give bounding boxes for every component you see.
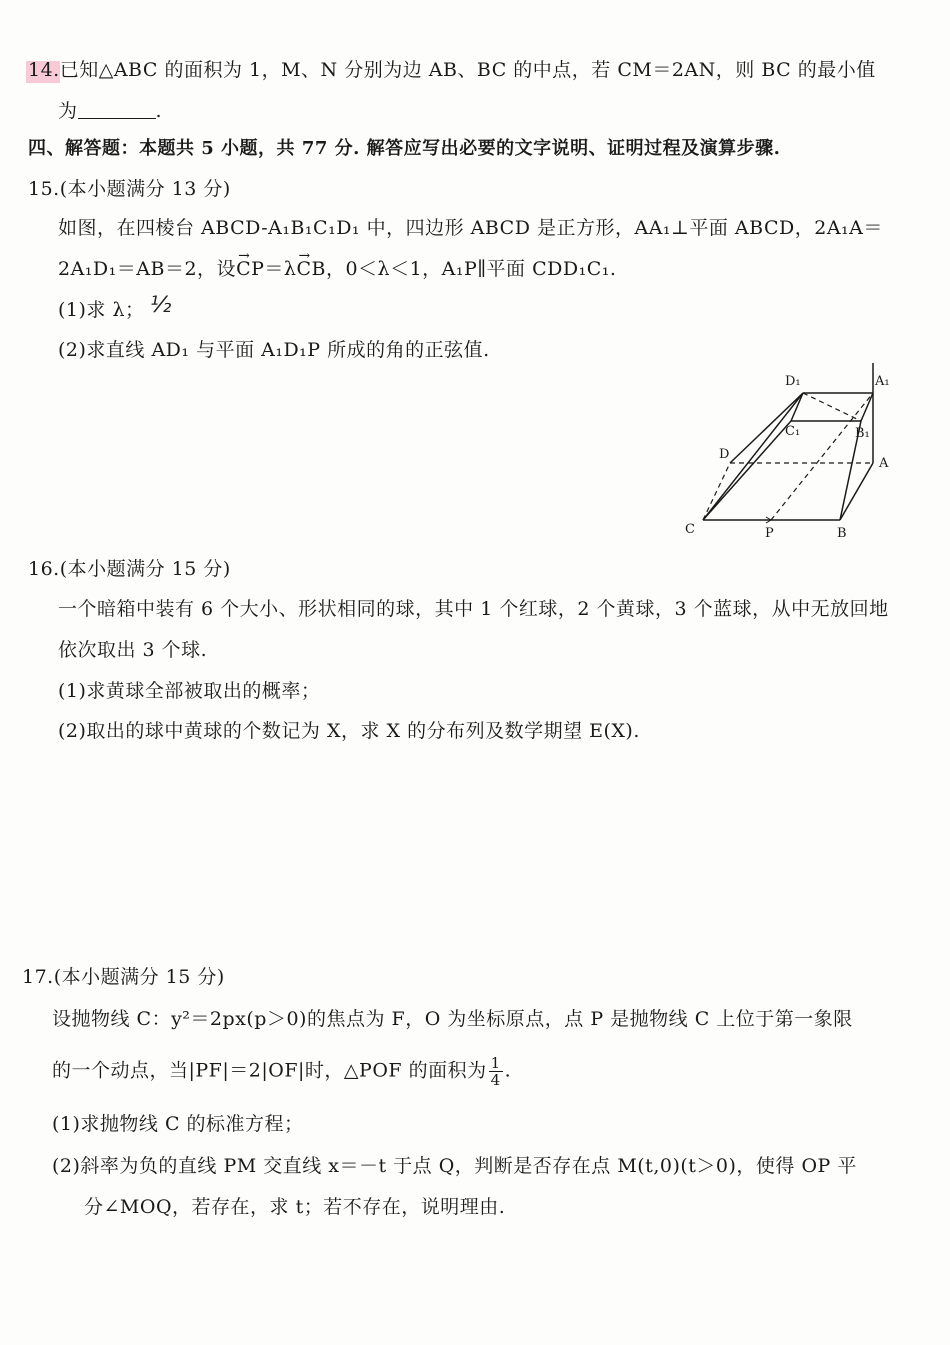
q14-text-prefix: 为 [58, 100, 78, 122]
q15-part2: (2)求直线 AD₁ 与平面 A₁D₁P 所成的角的正弦值. [58, 339, 490, 361]
q15-body2-b: ＝λ [264, 258, 297, 280]
q17-number: 17. [22, 966, 54, 988]
q17-part2-line2: 分∠MOQ，若存在，求 t；若不存在，说明理由. [84, 1196, 506, 1218]
q15-body1: 如图，在四棱台 ABCD-A₁B₁C₁D₁ 中，四边形 ABCD 是正方形，AA₁⊥平面 ABCD，2A₁A＝ [58, 217, 883, 239]
q14-text: 已知△ABC 的面积为 1，M、N 分别为边 AB、BC 的中点，若 CM＝2AN，则 BC 的最小值 [59, 59, 876, 81]
handwritten-answer: ½ [150, 293, 172, 318]
q17-body2-text: 的一个动点，当|PF|＝2|OF|时，△POF 的面积为 [52, 1059, 487, 1082]
q15-score: (本小题满分 13 分) [59, 178, 231, 200]
q17-body2-end: . [504, 1059, 512, 1082]
q17-body2 [52, 1055, 511, 1088]
fraction-denominator: 4 [490, 1071, 501, 1089]
label-d: D [719, 447, 730, 462]
q17-body1: 设抛物线 C：y²＝2px(p＞0)的焦点为 F，O 为坐标原点，点 P 是抛物线 C 上位于第一象限 [52, 1008, 853, 1030]
q16-heading [28, 556, 231, 582]
section4-header: 四、解答题：本题共 5 小题，共 77 分. 解答应写出必要的文字说明、证明过程及演算步骤. [28, 138, 781, 159]
q15-body2 [58, 256, 616, 282]
fraction-one-quarter [489, 1055, 503, 1088]
label-a: A [879, 456, 889, 471]
fraction-numerator: 1 [490, 1054, 501, 1072]
label-d1: D₁ [785, 374, 801, 389]
q16-number: 16. [28, 558, 60, 580]
q16-body1: 一个暗箱中装有 6 个大小、形状相同的球，其中 1 个红球，2 个黄球，3 个蓝球，从中无放回地 [58, 598, 889, 620]
q17-part2-line1: (2)斜率为负的直线 PM 交直线 x＝－t 于点 Q，判断是否存在点 M(t,0)(t＞0)，使得 OP 平 [52, 1155, 857, 1177]
q16-part1: (1)求黄球全部被取出的概率； [58, 680, 321, 702]
label-b: B [837, 526, 847, 541]
q15-part1: (1)求 λ； [58, 299, 145, 321]
q15-body2-a: 2A₁D₁＝AB＝2，设 [58, 258, 237, 280]
label-c1: C₁ [785, 424, 801, 439]
q17-part1: (1)求抛物线 C 的标准方程； [52, 1113, 304, 1135]
edge-a1-b1 [861, 393, 873, 421]
q17-score: (本小题满分 15 分) [53, 966, 225, 988]
frustum-figure [675, 355, 915, 545]
q15-number: 15. [28, 178, 60, 200]
q14-number [28, 59, 60, 81]
label-a1: A₁ [875, 374, 890, 389]
q14-number-text: 14. [28, 59, 60, 81]
q14-text-suffix: . [155, 100, 163, 122]
q15-heading [28, 176, 231, 202]
q16-body2: 依次取出 3 个球. [58, 639, 208, 661]
q14-answer-blank[interactable] [78, 100, 156, 119]
edge-c-d1 [703, 393, 803, 520]
diag-d1-b1-hidden [803, 393, 861, 421]
line-p-a1-hidden [771, 393, 873, 520]
vector-cp: → CP [236, 256, 264, 282]
q14-line2 [58, 98, 162, 124]
edge-b-a [840, 463, 873, 520]
vector-cb: → CB [296, 256, 326, 282]
edge-c-c1 [703, 421, 791, 520]
label-p: P [765, 526, 774, 541]
q17-heading [22, 964, 225, 990]
q16-score: (本小题满分 15 分) [59, 558, 231, 580]
label-b1: B₁ [855, 426, 870, 441]
label-c: C [685, 522, 695, 537]
q15-body2-c: ，0＜λ＜1，A₁P∥平面 CDD₁C₁. [325, 258, 617, 280]
q14-line1 [28, 57, 876, 83]
q16-part2: (2)取出的球中黄球的个数记为 X，求 X 的分布列及数学期望 E(X). [58, 720, 640, 742]
